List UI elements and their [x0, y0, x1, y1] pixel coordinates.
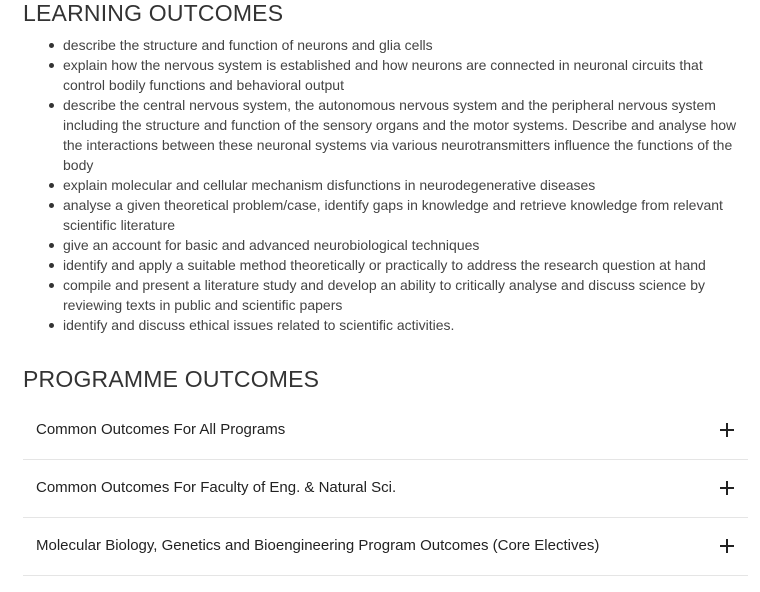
accordion-item-label: Common Outcomes For All Programs — [36, 421, 286, 438]
accordion-item-label: Molecular Biology, Genetics and Bioengineering Program Outcomes (Core Electives) — [36, 537, 600, 554]
plus-icon[interactable] — [720, 481, 734, 495]
accordion-item-faculty-outcomes[interactable] — [23, 460, 748, 518]
list-item: explain molecular and cellular mechanism disfunctions in neurodegenerative diseases — [63, 175, 743, 195]
list-item: describe the structure and function of neurons and glia cells — [63, 35, 743, 55]
list-item: explain how the nervous system is established and how neurons are connected in neuronal circuits that control bodily functions and behavioral output — [63, 55, 743, 95]
learning-outcomes-list — [23, 35, 743, 335]
programme-outcomes-heading: PROGRAMME OUTCOMES — [23, 366, 320, 392]
list-item: give an account for basic and advanced neurobiological techniques — [63, 235, 743, 255]
learning-outcomes-heading: LEARNING OUTCOMES — [23, 0, 284, 26]
accordion-item-program-outcomes[interactable] — [23, 518, 748, 576]
list-item: describe the central nervous system, the autonomous nervous system and the peripheral nervous system including the structure and function of the sensory organs and the motor systems. Describe and analyse how the interactions between these neuronal systems via various neurotransmitters influence the functions of the body — [63, 95, 743, 175]
list-item: compile and present a literature study and develop an ability to critically analyse and discuss science by reviewing texts in public and scientific papers — [63, 275, 743, 315]
accordion-item-label: Common Outcomes For Faculty of Eng. & Natural Sci. — [36, 479, 397, 496]
programme-outcomes-accordion — [23, 402, 748, 576]
plus-icon[interactable] — [720, 539, 734, 553]
accordion-item-common-outcomes[interactable] — [23, 402, 748, 460]
list-item: analyse a given theoretical problem/case, identify gaps in knowledge and retrieve knowledge from relevant scientific literature — [63, 195, 743, 235]
list-item: identify and discuss ethical issues related to scientific activities. — [63, 315, 743, 335]
plus-icon[interactable] — [720, 423, 734, 437]
list-item: identify and apply a suitable method theoretically or practically to address the research question at hand — [63, 255, 743, 275]
